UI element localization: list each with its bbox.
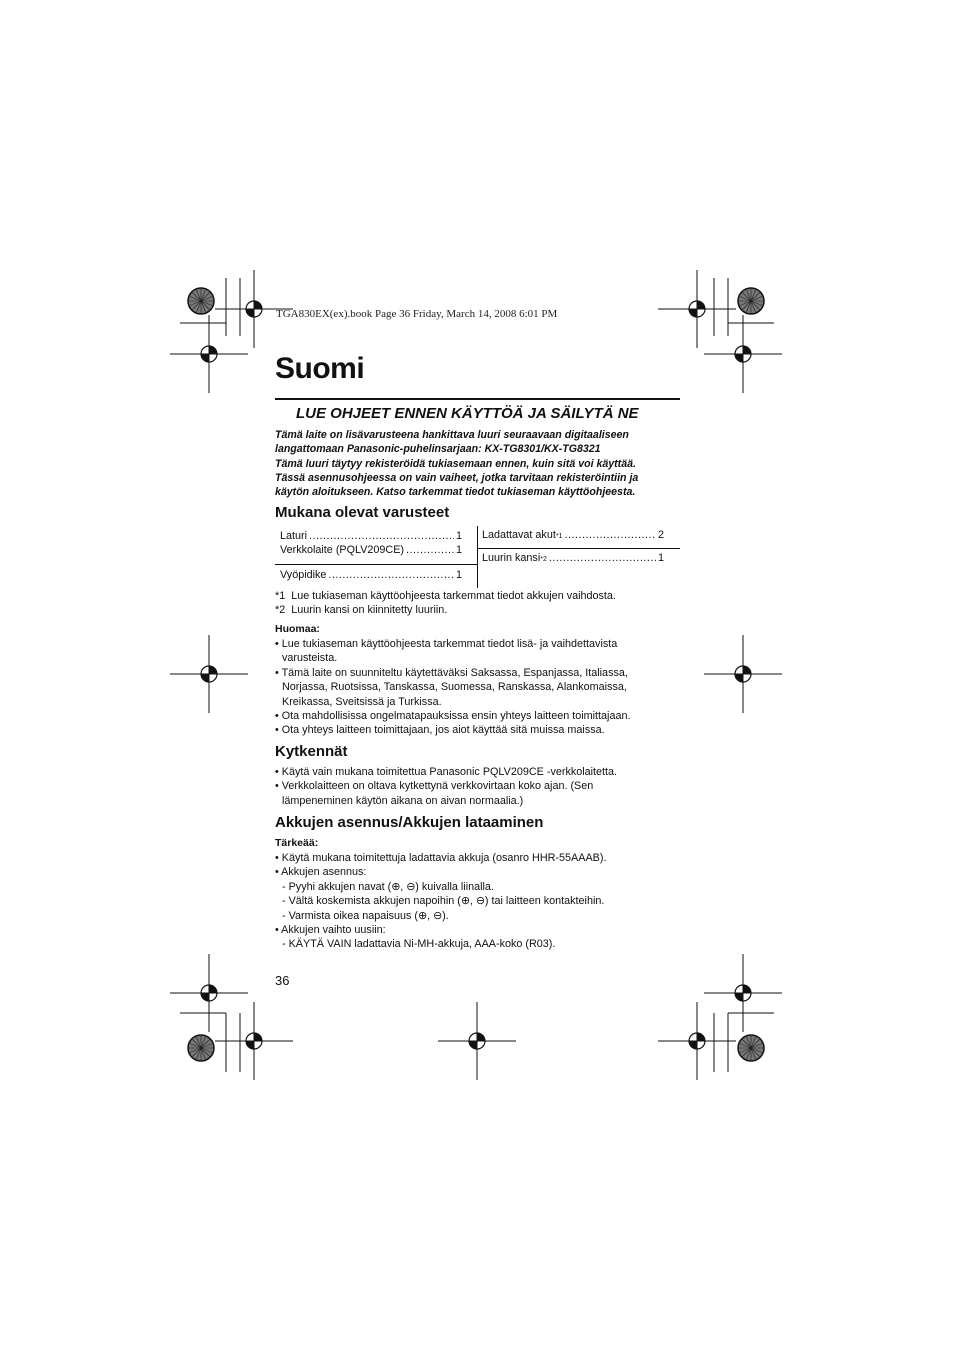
accessory-item: [280, 544, 462, 556]
footnote-mark: *2: [275, 604, 286, 617]
intro-line: käytön aloitukseen. Katso tarkemmat tiedot tukiaseman käyttöohjeesta.: [275, 486, 636, 499]
footnote-mark: *1: [275, 590, 286, 602]
connections-list: [275, 765, 680, 808]
accessory-qty: 1: [455, 569, 462, 581]
accessory-qty: 1: [657, 552, 664, 564]
accessories-heading: Mukana olevat varusteet: [275, 504, 450, 521]
note-item: [275, 637, 680, 666]
battery-line: • Käytä mukana toimitettuja ladattavia akkuja (osanro HHR-55AAAB).: [275, 852, 607, 864]
accessory-item: [482, 552, 664, 564]
connections-heading: Kytkennät: [275, 743, 348, 760]
intro-paragraph: [275, 428, 680, 499]
page-title: Suomi: [275, 352, 365, 385]
title-rule: [275, 398, 680, 400]
footnote: [275, 589, 616, 603]
important-label: Tärkeää:: [275, 837, 319, 849]
accessory-name: Vyöpidike: [280, 569, 327, 581]
read-instructions-heading: LUE OHJEET ENNEN KÄYTTÖÄ JA SÄILYTÄ NE: [296, 405, 639, 422]
accessory-qty: 1: [455, 530, 462, 542]
note-line: • Lue tukiaseman käyttöohjeesta tarkemmat tiedot lisä- ja vaihdettavista: [275, 638, 618, 650]
battery-line: - Vältä koskemista akkujen napoihin (⊕, ⊖) tai laitteen kontakteihin.: [282, 895, 605, 908]
note-item: [275, 723, 680, 737]
battery-line: • Akkujen vaihto uusiin:: [275, 924, 386, 937]
accessory-item: [280, 569, 462, 581]
note-line: Norjassa, Ruotsissa, Tanskassa, Suomessa, Ranskassa, Alankomaissa,: [282, 681, 627, 694]
table-divider: [477, 526, 478, 588]
footnote-marker: *1: [555, 533, 563, 540]
footnote-marker: *2: [540, 556, 547, 563]
intro-line: Tämä luuri täytyy rekisteröidä tukiasemaan ennen, kuin sitä voi käyttää.: [275, 457, 636, 470]
battery-list: [275, 851, 680, 952]
footnote-text: Luurin kansi on kiinnitetty luuriin.: [291, 604, 448, 617]
note-line: Kreikassa, Sveitsissä ja Turkissa.: [282, 695, 442, 708]
accessory-qty: 2: [657, 529, 664, 541]
footnote-text: Lue tukiaseman käyttöohjeesta tarkemmat tiedot akkujen vaihdosta.: [291, 590, 616, 602]
battery-line: - KÄYTÄ VAIN ladattavia Ni-MH-akkuja, AAA-koko (R03).: [282, 938, 556, 951]
connections-line: lämpeneminen käytön aikana on aivan normaalia.): [282, 794, 524, 807]
connections-line: • Verkkolaitteen on oltava kytkettynä verkkovirtaan koko ajan. (Sen: [275, 780, 594, 793]
table-divider: [477, 548, 680, 549]
footnotes: [275, 589, 616, 618]
note-list: [275, 637, 680, 738]
print-header-line: TGA830EX(ex).book Page 36 Friday, March 14, 2008 6:01 PM: [276, 308, 558, 320]
accessory-item: [482, 529, 664, 541]
intro-line: Tämä laite on lisävarusteena hankittava luuri seuraavaan digitaaliseen: [275, 429, 629, 441]
note-line: varusteista.: [282, 652, 338, 665]
battery-line: - Pyyhi akkujen navat (⊕, ⊖) kuivalla liinalla.: [282, 880, 494, 893]
accessory-name: Verkkolaite (PQLV209CE): [280, 544, 405, 556]
note-label: Huomaa:: [275, 623, 320, 635]
note-line: • Tämä laite on suunniteltu käytettäväksi Saksassa, Espanjassa, Italiassa,: [275, 666, 628, 679]
note-item: [275, 666, 680, 709]
battery-heading: Akkujen asennus/Akkujen lataaminen: [275, 814, 544, 831]
battery-line: - Varmista oikea napaisuus (⊕, ⊖).: [282, 909, 449, 922]
accessory-qty: 1: [455, 544, 462, 556]
table-divider: [275, 564, 477, 565]
accessory-name: Luurin kansi: [482, 552, 541, 564]
page-number: 36: [275, 973, 290, 988]
accessories-table: [275, 526, 680, 588]
accessory-item: [280, 530, 462, 542]
note-item: [275, 709, 680, 723]
note-line: • Ota yhteys laitteen toimittajaan, jos aiot käyttää sitä muissa maissa.: [275, 724, 605, 737]
intro-line: Tässä asennusohjeessa on vain vaiheet, jotka tarvitaan rekisteröintiin ja: [275, 471, 639, 484]
footnote: [275, 603, 616, 617]
intro-line: langattomaan Panasonic-puhelinsarjaan: KX-TG8301/KX-TG8321: [275, 443, 601, 456]
accessory-name: Laturi: [280, 530, 308, 542]
accessory-name: Ladattavat akut: [482, 529, 556, 541]
note-line: • Ota mahdollisissa ongelmatapauksissa ensin yhteys laitteen toimittajaan.: [275, 710, 631, 723]
connections-line: • Käytä vain mukana toimitettua Panasonic PQLV209CE -verkkolaitetta.: [275, 766, 618, 778]
battery-line: • Akkujen asennus:: [275, 866, 367, 879]
